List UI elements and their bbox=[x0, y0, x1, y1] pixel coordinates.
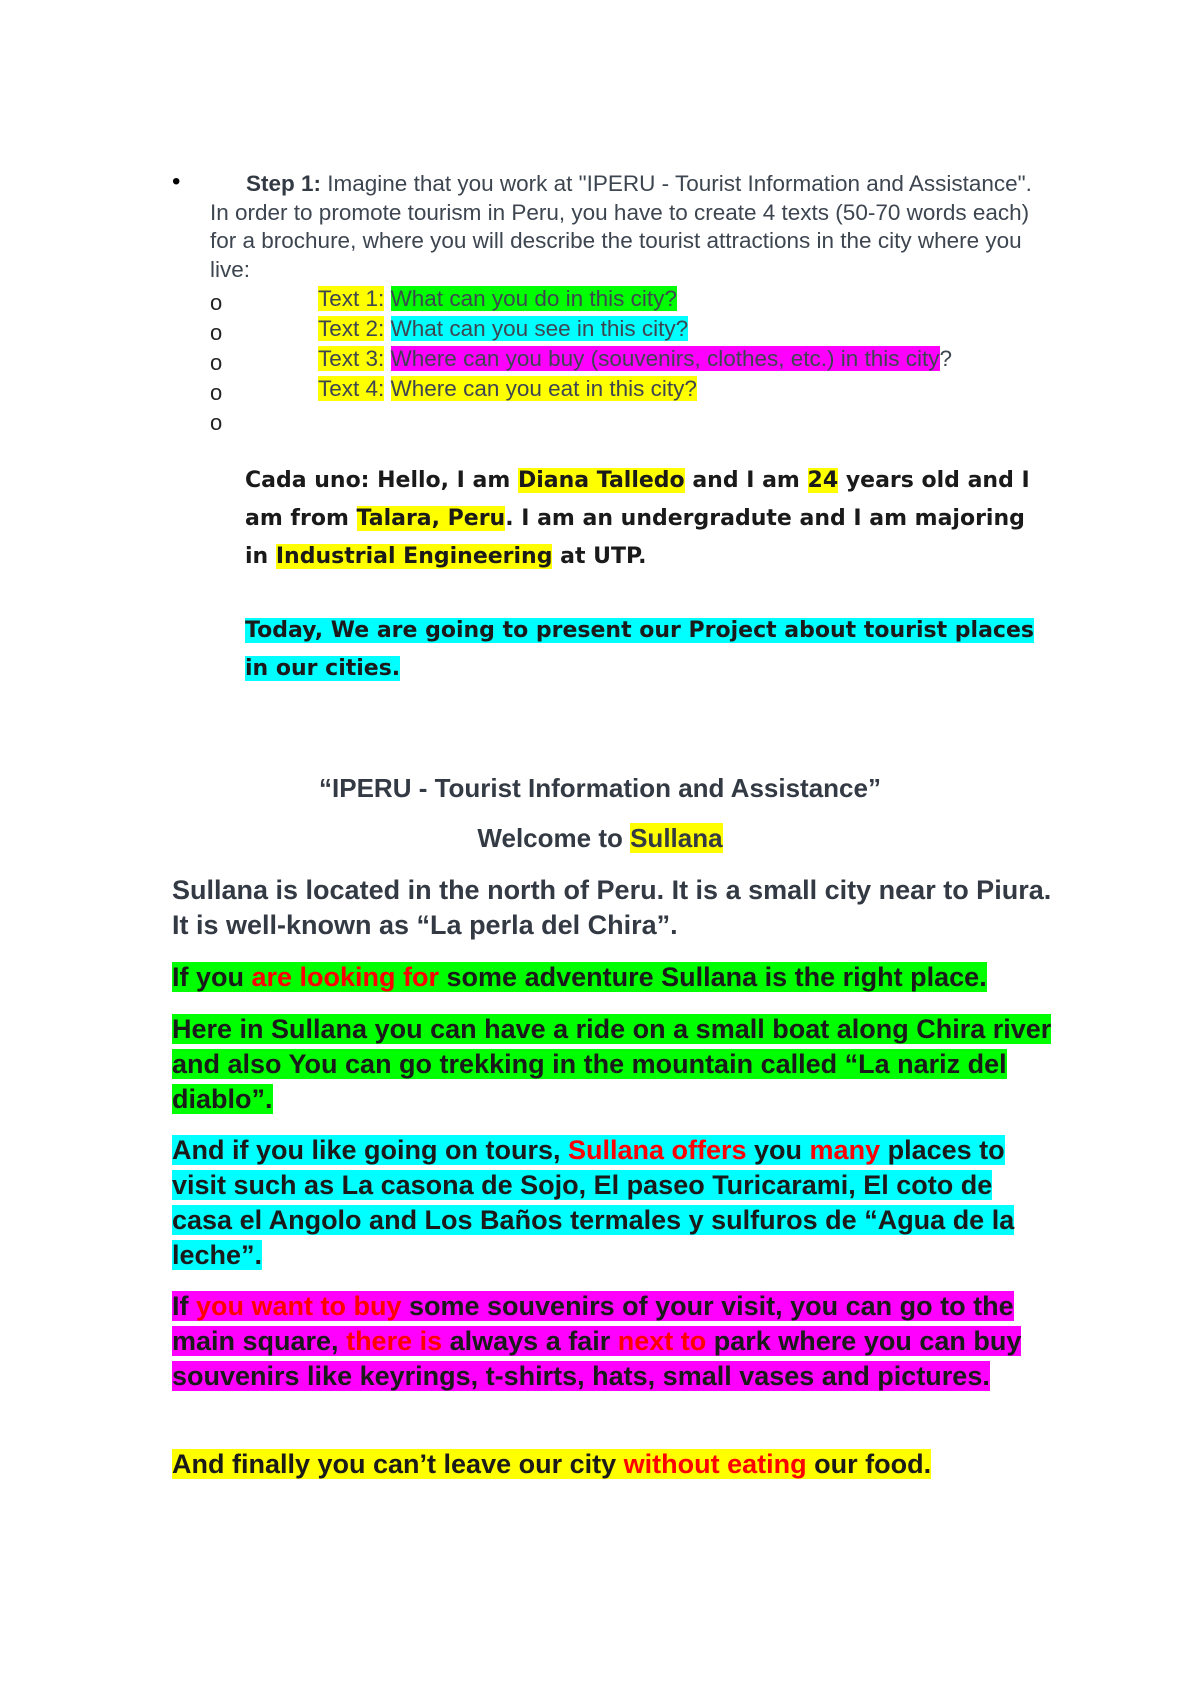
sub-bullet-1: o bbox=[210, 290, 223, 315]
text-4-label: Text 4: bbox=[318, 376, 385, 401]
step-label: Step 1: bbox=[246, 171, 322, 196]
text-3-tail: ? bbox=[939, 346, 953, 371]
p6-b: without eating bbox=[623, 1449, 807, 1479]
p2-b: are looking for bbox=[251, 962, 440, 992]
p2-highlight bbox=[172, 962, 987, 992]
paragraph-adventure bbox=[172, 960, 1052, 995]
intro-suffix: at UTP. bbox=[552, 544, 647, 569]
sub-bullet-5: o bbox=[210, 410, 223, 435]
paragraph-location bbox=[172, 873, 1052, 943]
intro-prefix: Cada uno: Hello, I am bbox=[245, 468, 518, 493]
sub-bullet-3: o bbox=[210, 350, 223, 375]
text-item-3 bbox=[318, 346, 952, 372]
sub-bullet-4: o bbox=[210, 380, 223, 405]
text-1-label: Text 1: bbox=[318, 286, 385, 311]
p4-b: Sullana offers bbox=[567, 1135, 747, 1165]
text-3-label: Text 3: bbox=[318, 346, 385, 371]
intro-place: Talara, Peru bbox=[356, 506, 506, 531]
p5-d: there is bbox=[346, 1326, 443, 1356]
step-instructions bbox=[210, 170, 1040, 284]
text-4-question: Where can you eat in this city? bbox=[390, 376, 697, 401]
step-text: Imagine that you work at "IPERU - Tourist Information and Assistance". In order to promote tourism in Peru, you have to create 4 texts (50-70 words each) for a brochure, where you will describe the tourist attractions in the city where you live: bbox=[210, 171, 1032, 282]
p2-c: some adventure Sullana is the right place. bbox=[439, 962, 987, 992]
p5-a: If bbox=[172, 1291, 196, 1321]
p4-e: places to visit such as La casona de Sojo, El paseo Turicarami, El coto de casa el Angolo and Los Baños termales y sulfuros de “Agua de la leche”. bbox=[172, 1135, 1015, 1270]
today-paragraph bbox=[245, 612, 1045, 688]
bullet-marker: • bbox=[172, 168, 181, 195]
text-item-1 bbox=[318, 286, 677, 312]
brochure-title: “IPERU - Tourist Information and Assistance” bbox=[319, 773, 881, 803]
text-item-2 bbox=[318, 316, 688, 342]
p5-b: you want to buy bbox=[196, 1291, 402, 1321]
paragraph-tours bbox=[172, 1133, 1052, 1273]
p2-a: If you bbox=[172, 962, 252, 992]
paragraph-activities bbox=[172, 1012, 1052, 1117]
p4-d: many bbox=[809, 1135, 881, 1165]
text-2-question: What can you see in this city? bbox=[390, 316, 689, 341]
intro-paragraph bbox=[245, 462, 1045, 576]
intro-mid-3: . I am an undergradute and I am majoring in bbox=[245, 506, 1025, 569]
p6-highlight bbox=[172, 1449, 931, 1479]
paragraph-food bbox=[172, 1447, 1052, 1482]
intro-major: Industrial Engineering bbox=[275, 544, 553, 569]
p1-text: Sullana is located in the north of Peru. It is a small city near to Piura. It is well-known as “La perla del Chira”. bbox=[172, 875, 1052, 940]
p4-a: And if you like going on tours, bbox=[172, 1135, 568, 1165]
welcome-heading bbox=[0, 823, 1200, 854]
welcome-city: Sullana bbox=[630, 823, 723, 853]
p4-c: you bbox=[746, 1135, 810, 1165]
intro-name: Diana Talledo bbox=[517, 468, 685, 493]
intro-mid-1: and I am bbox=[684, 468, 808, 493]
text-2-label: Text 2: bbox=[318, 316, 385, 341]
p6-a: And finally you can’t leave our city bbox=[172, 1449, 624, 1479]
p5-g: park where you can buy souvenirs like keyrings, t-shirts, hats, small vases and pictures. bbox=[172, 1326, 1022, 1391]
p5-f: next to bbox=[617, 1326, 707, 1356]
p4-highlight bbox=[172, 1135, 1014, 1270]
p6-c: our food. bbox=[806, 1449, 932, 1479]
text-1-question: What can you do in this city? bbox=[390, 286, 677, 311]
welcome-prefix: Welcome to bbox=[477, 823, 631, 853]
paragraph-souvenirs bbox=[172, 1289, 1052, 1394]
text-item-4 bbox=[318, 376, 697, 402]
p5-c: some souvenirs of your visit, you can go to the main square, bbox=[172, 1291, 1014, 1356]
today-text: Today, We are going to present our Project about tourist places in our cities. bbox=[245, 618, 1034, 681]
text-3-question: Where can you buy (souvenirs, clothes, etc.) in this city bbox=[390, 346, 940, 371]
intro-age: 24 bbox=[807, 468, 839, 493]
p5-e: always a fair bbox=[442, 1326, 618, 1356]
p5-highlight bbox=[172, 1291, 1021, 1391]
intro-mid-2: years old and I am from bbox=[245, 468, 1030, 531]
sub-bullet-2: o bbox=[210, 320, 223, 345]
p3-text: Here in Sullana you can have a ride on a small boat along Chira river and also You can go trekking in the mountain called “La nariz del diablo”. bbox=[172, 1014, 1052, 1114]
